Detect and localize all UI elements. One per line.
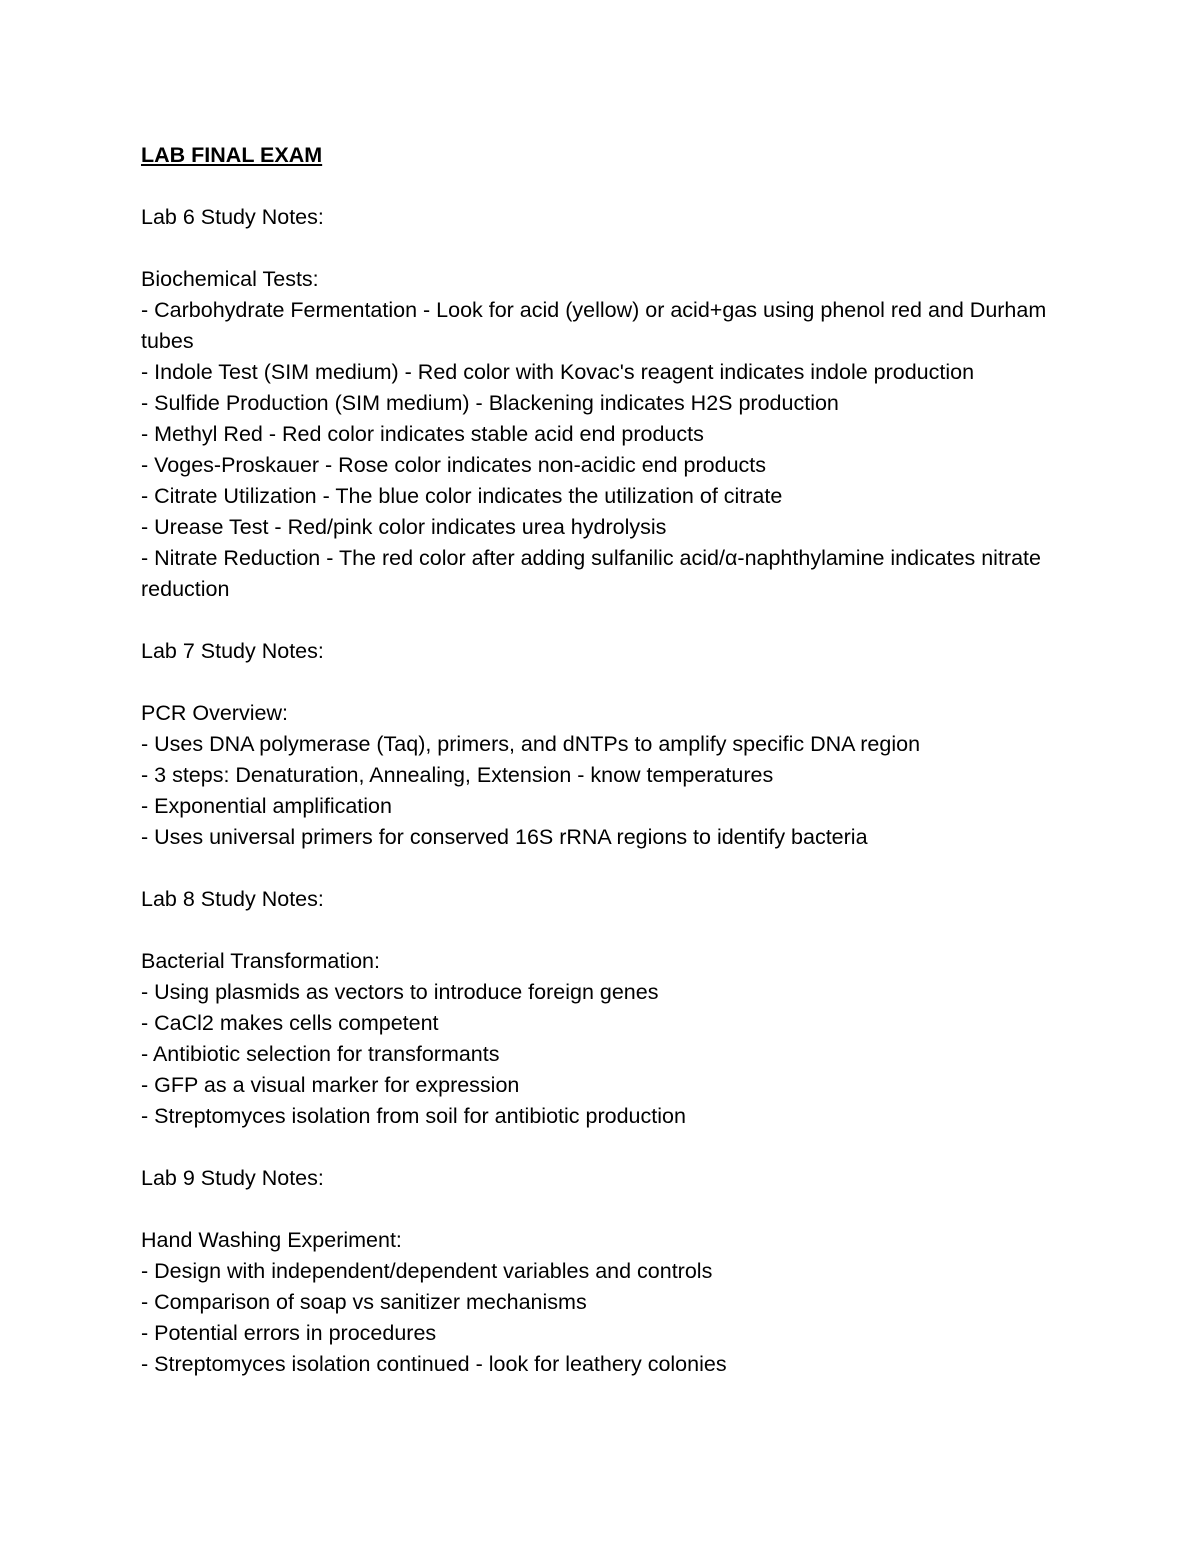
document-page <box>141 140 1081 1380</box>
section-heading: Lab 6 Study Notes: <box>141 205 324 229</box>
section-heading: Lab 8 Study Notes: <box>141 887 324 911</box>
list-item: - Exponential amplification <box>141 794 392 818</box>
list-item: - Streptomyces isolation continued - look for leathery colonies <box>141 1352 727 1376</box>
document-title: LAB FINAL EXAM <box>141 143 323 167</box>
list-item: - Methyl Red - Red color indicates stable acid end products <box>141 422 704 446</box>
section-subheading: PCR Overview: <box>141 701 288 725</box>
list-item: - Antibiotic selection for transformants <box>141 1042 500 1066</box>
section-heading: Lab 7 Study Notes: <box>141 639 324 663</box>
list-item: - Carbohydrate Fermentation - Look for acid (yellow) or acid+gas using phenol red and Durham tubes <box>141 298 1047 353</box>
section-lab-9 <box>141 1163 1081 1380</box>
section-subheading: Biochemical Tests: <box>141 267 319 291</box>
section-heading: Lab 9 Study Notes: <box>141 1166 324 1190</box>
list-item: - CaCl2 makes cells competent <box>141 1011 439 1035</box>
list-item: - Sulfide Production (SIM medium) - Blackening indicates H2S production <box>141 391 839 415</box>
list-item: - Potential errors in procedures <box>141 1321 437 1345</box>
list-item: - Indole Test (SIM medium) - Red color with Kovac's reagent indicates indole production <box>141 360 975 384</box>
section-lab-7 <box>141 636 1081 853</box>
list-item: - Comparison of soap vs sanitizer mechanisms <box>141 1290 587 1314</box>
list-item: - Design with independent/dependent variables and controls <box>141 1259 713 1283</box>
list-item: - Uses universal primers for conserved 16S rRNA regions to identify bacteria <box>141 825 868 849</box>
list-item: - Nitrate Reduction - The red color after adding sulfanilic acid/α-naphthylamine indicates nitrate reduction <box>141 546 1041 601</box>
list-item: - 3 steps: Denaturation, Annealing, Extension - know temperatures <box>141 763 774 787</box>
list-item: - GFP as a visual marker for expression <box>141 1073 520 1097</box>
list-item: - Streptomyces isolation from soil for antibiotic production <box>141 1104 686 1128</box>
list-item: - Voges-Proskauer - Rose color indicates non-acidic end products <box>141 453 767 477</box>
section-lab-6 <box>141 202 1081 605</box>
section-subheading: Hand Washing Experiment: <box>141 1228 402 1252</box>
list-item: - Using plasmids as vectors to introduce foreign genes <box>141 980 659 1004</box>
section-lab-8 <box>141 884 1081 1132</box>
list-item: - Citrate Utilization - The blue color indicates the utilization of citrate <box>141 484 783 508</box>
list-item: - Uses DNA polymerase (Taq), primers, and dNTPs to amplify specific DNA region <box>141 732 921 756</box>
section-subheading: Bacterial Transformation: <box>141 949 380 973</box>
list-item: - Urease Test - Red/pink color indicates urea hydrolysis <box>141 515 667 539</box>
